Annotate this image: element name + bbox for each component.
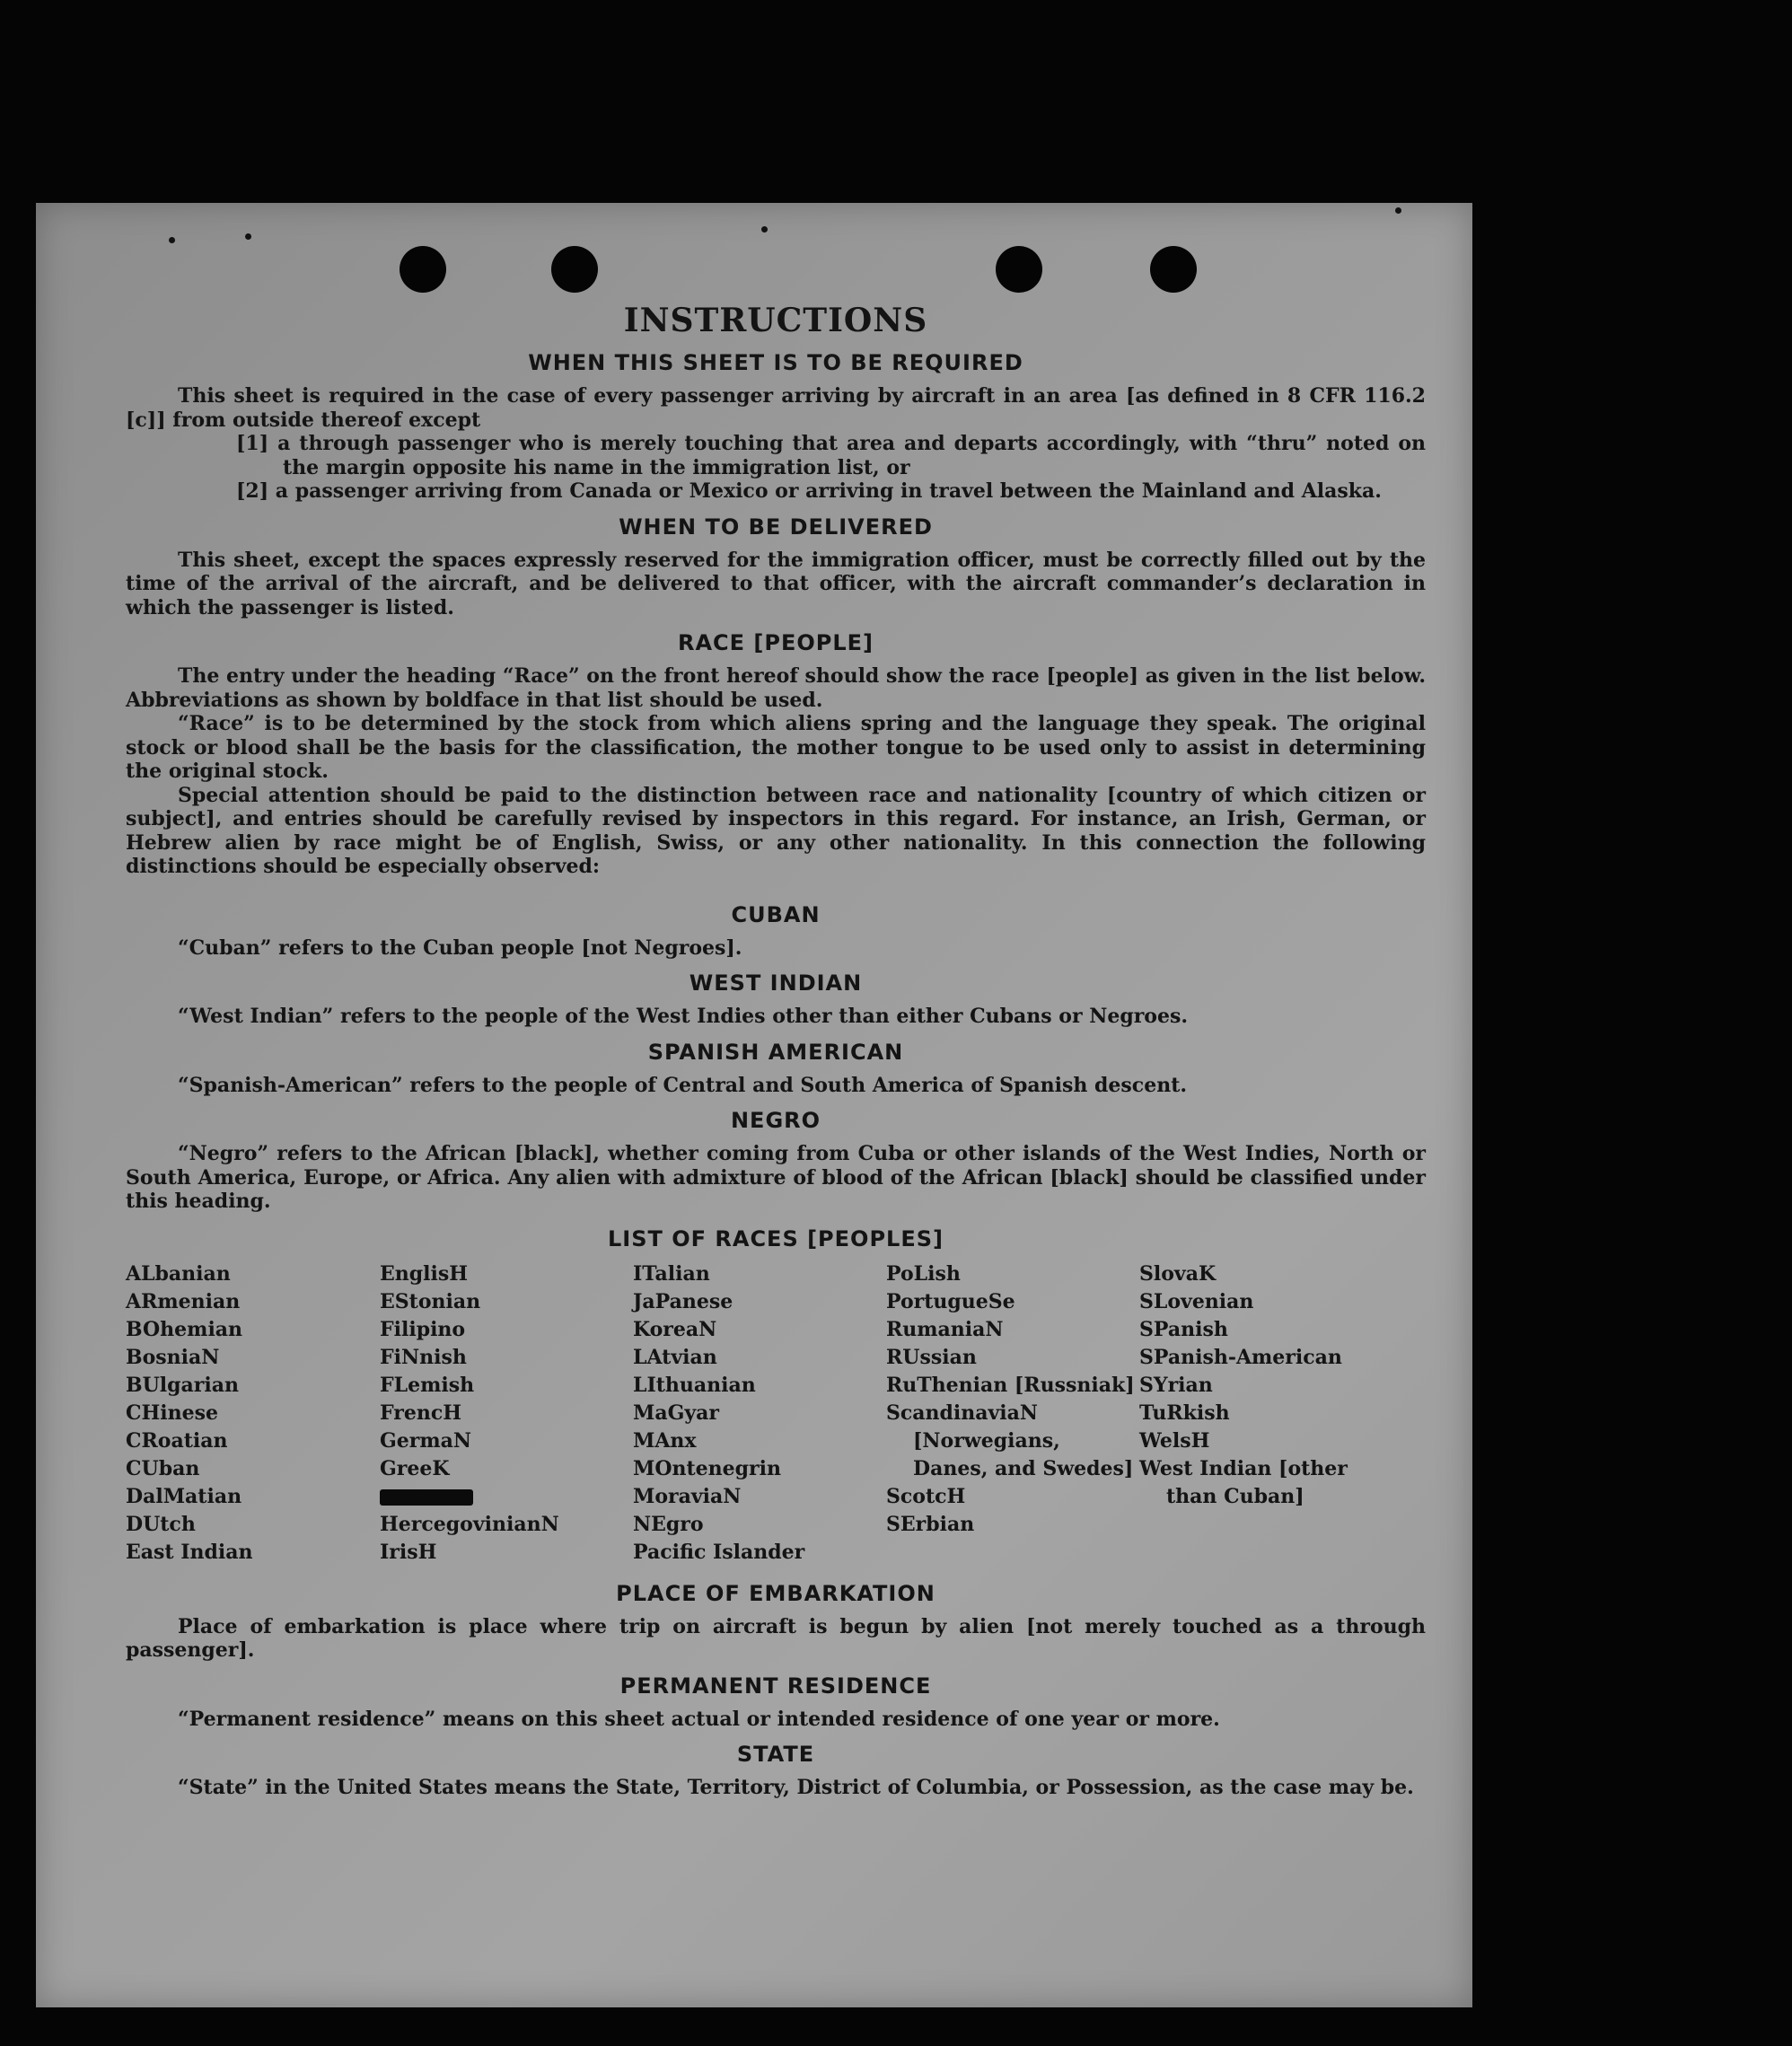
redacted-entry [380,1483,633,1511]
race-column [886,1260,1139,1567]
section-heading: CUBAN [731,901,821,927]
race-item: HercegovinianN [380,1512,559,1536]
race-item: ALbanian [126,1261,231,1286]
race-item: GreeK [380,1456,450,1480]
race-column [380,1260,633,1567]
section-text: “Negro” refers to the African [black], whether coming from Cuba or other islands of the West Indies, North or South America, Europe, or Africa. Any alien with admixture of blood of the African [black] should be classified under this heading. [126,1142,1426,1213]
section-text: This sheet is required in the case of every passenger arriving by aircraft in an area [as defined in 8 CFR 116.2 [c]] from outside thereof except [126,384,1426,432]
race-item: FrencH [380,1401,461,1425]
race-column [126,1260,380,1567]
section-heading: WHEN THIS SHEET IS TO BE REQUIRED [528,350,1023,375]
race-list [126,1260,1426,1567]
section-embarkation [126,1581,1426,1663]
section-required [126,350,1426,504]
race-item: LIthuanian [633,1373,756,1397]
race-item: EStonian [380,1289,481,1313]
section-text: Special attention should be paid to the distinction between race and nationality [country of which citizen or subject], and entries should be carefully revised by inspectors in this regard. For instance, an Irish, German, or Hebrew alien by race might be of English, Swiss, or any other nationality. In this connection the following distinctions should be especially observed: [126,783,1426,878]
section-text: Place of embarkation is place where trip on aircraft is begun by alien [not merely touched as a through passenger]. [126,1614,1426,1662]
section-text: “State” in the United States means the State, Territory, District of Columbia, or Possession, as the case may be. [178,1776,1414,1799]
race-item: SPanish [1139,1317,1228,1341]
race-item: GermaN [380,1428,472,1453]
race-item: CRoatian [126,1428,228,1453]
race-item: DUtch [126,1512,196,1536]
race-item: BOhemian [126,1317,243,1341]
race-item: SLovenian [1139,1289,1254,1313]
race-item: East Indian [126,1540,253,1564]
race-item: Filipino [380,1317,466,1341]
section-heading: SPANISH AMERICAN [647,1039,904,1065]
speck [245,233,251,240]
punch-hole [400,246,446,293]
section-spanish-american [126,1040,1426,1098]
race-item: LAtvian [633,1345,717,1369]
race-item: PortugueSe [886,1289,1015,1313]
race-item: ITalian [633,1261,710,1286]
race-item: ScotcH [886,1484,966,1508]
section-heading: RACE [PEOPLE] [677,630,874,655]
race-item: ARmenian [126,1289,241,1313]
section-text: “Race” is to be determined by the stock from which aliens spring and the language they speak. The original stock or blood shall be the basis for the classification, the mother tongue to be used only to assist in determining the original stock. [126,712,1426,783]
race-item: FiNnish [380,1345,467,1369]
race-item: BUlgarian [126,1373,239,1397]
section-heading: LIST OF RACES [PEOPLES] [608,1225,944,1251]
race-item: BosniaN [126,1345,220,1369]
race-item: RuThenian [Russniak] [886,1373,1135,1397]
section-text: “Permanent residence” means on this sheet actual or intended residence of one year or more. [178,1707,1220,1731]
race-item: FLemish [380,1373,475,1397]
race-item: Pacific Islander [633,1540,805,1564]
section-text: “Spanish-American” refers to the people of Central and South America of Spanish descent. [178,1073,1188,1097]
section-text: “Cuban” refers to the Cuban people [not Negroes]. [178,935,742,960]
race-item: WelsH [1139,1428,1210,1453]
race-item: West Indian [other than Cuban] [1139,1456,1348,1508]
speck [761,226,768,233]
race-item: TuRkish [1139,1401,1230,1425]
punch-hole [551,246,598,293]
race-item: DalMatian [126,1484,242,1508]
section-heading: WHEN TO BE DELIVERED [619,514,933,540]
section-cuban [126,902,1426,961]
redaction-mark [380,1489,473,1506]
race-item: SYrian [1139,1373,1213,1397]
race-column [633,1260,886,1567]
section-west-indian [126,970,1426,1029]
document-sheet [36,203,1472,2007]
punch-hole [1150,246,1197,293]
punch-hole [996,246,1042,293]
race-item: MoraviaN [633,1484,742,1508]
section-text: “West Indian” refers to the people of the West Indies other than either Cubans or Negroes. [178,1005,1189,1028]
race-item: NEgro [633,1512,704,1536]
race-item: PoLish [886,1261,961,1286]
race-item: SErbian [886,1512,975,1536]
race-item: JaPanese [633,1289,733,1313]
race-item: EnglisH [380,1261,469,1286]
race-item: SlovaK [1139,1261,1217,1286]
section-heading: STATE [736,1742,815,1767]
race-item: ScandinaviaN [Norwegians, Danes, and Swedes] [886,1401,1134,1480]
section-residence [126,1673,1426,1732]
race-item: RumaniaN [886,1317,1004,1341]
race-item: KoreaN [633,1317,717,1341]
race-item: SPanish-American [1139,1345,1342,1369]
section-text: The entry under the heading “Race” on the front hereof should show the race [people] as given in the list below. Abbreviations as shown by boldface in that list should be used. [126,664,1426,712]
page-title: INSTRUCTIONS [623,302,928,339]
speck [1395,207,1401,214]
section-heading: WEST INDIAN [689,970,863,996]
section-text: This sheet, except the spaces expressly reserved for the immigration officer, must be correctly filled out by the time of the arrival of the aircraft, and be delivered to that officer, with the aircraft commander’s declaration in which the passenger is listed. [126,548,1426,619]
race-item: MOntenegrin [633,1456,781,1480]
race-item: CUban [126,1456,200,1480]
section-state [126,1742,1426,1800]
race-item: MAnx [633,1428,697,1453]
speck [169,237,175,243]
instructions-content [126,302,1426,1811]
race-item: MaGyar [633,1401,720,1425]
exception-item: [2] a passenger arriving from Canada or Mexico or arriving in travel between the Mainland and Alaska. [236,479,1382,503]
race-item: IrisH [380,1540,437,1564]
race-item: RUssian [886,1345,977,1369]
race-item: CHinese [126,1401,219,1425]
exception-item: [1] a through passenger who is merely touching that area and departs accordingly, with “thru” noted on the margin opposite his name in the immigration list, or [236,432,1426,479]
race-column [1139,1260,1392,1567]
section-heading: NEGRO [730,1108,821,1133]
section-race [126,630,1426,879]
section-heading: PERMANENT RESIDENCE [619,1673,932,1699]
section-heading: PLACE OF EMBARKATION [616,1580,936,1606]
section-delivered [126,514,1426,620]
section-negro [126,1108,1426,1214]
